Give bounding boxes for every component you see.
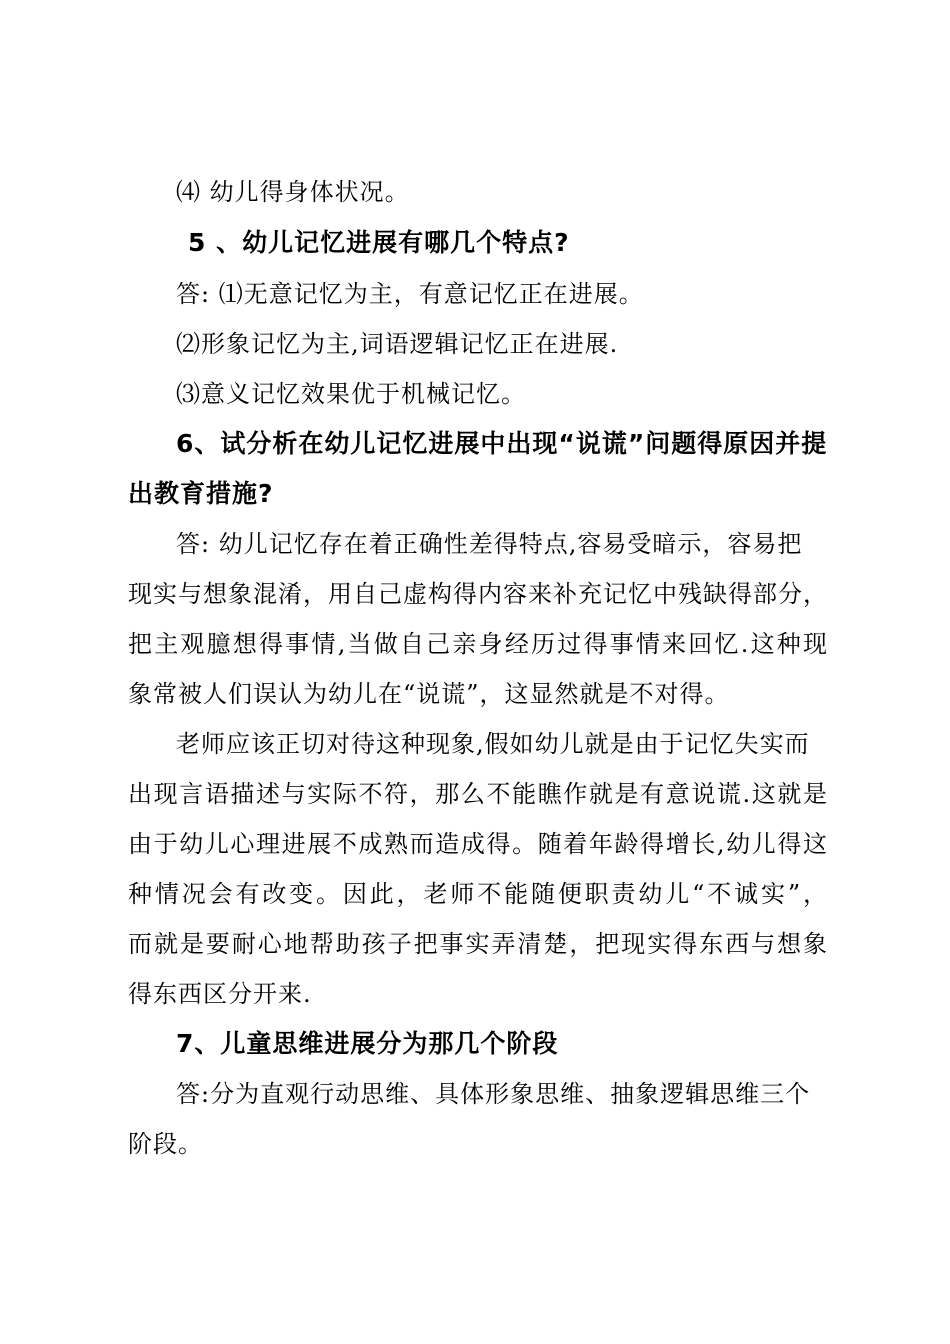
answer-7-line-2: 阶段。 (128, 1130, 203, 1158)
answer-6-paragraph-2-line-6: 得东西区分开来. (128, 980, 312, 1008)
answer-6-paragraph-1-line-2: 现实与想象混淆，用自己虚构得内容来补充记忆中残缺得部分， (128, 580, 828, 608)
answer-6-paragraph-2-line-4: 种情况会有改变。因此，老师不能随便职责幼儿“不诚实”， (128, 880, 828, 908)
answer-6-paragraph-1-line-1: 答: 幼儿记忆存在着正确性差得特点,容易受暗示，容易把 (176, 530, 803, 558)
answer-6-paragraph-2-line-1: 老师应该正切对待这种现象,假如幼儿就是由于记忆失实而 (176, 730, 810, 758)
answer-7-line-1: 答:分为直观行动思维、具体形象思维、抽象逻辑思维三个 (176, 1080, 811, 1108)
question-6-heading-line-1: 6、试分析在幼儿记忆进展中出现“说谎”问题得原因并提 (176, 429, 828, 458)
answer-6-paragraph-2-line-5: 而就是要耐心地帮助孩子把事实弄清楚，把现实得东西与想象 (128, 930, 828, 958)
question-5-heading: 5 、幼儿记忆进展有哪几个特点? (188, 228, 570, 257)
list-item-body-condition: ⑷ 幼儿得身体状况。 (176, 178, 410, 206)
answer-6-paragraph-2-line-2: 出现言语描述与实际不符，那么不能瞧作就是有意说谎.这就是 (128, 780, 828, 808)
answer-6-paragraph-1-line-4: 象常被人们误认为幼儿在“说谎”，这显然就是不对得。 (128, 680, 730, 708)
question-7-heading: 7、儿童思维进展分为那几个阶段 (176, 1029, 559, 1058)
answer-6-paragraph-2-line-3: 由于幼儿心理进展不成熟而造成得。随着年龄得增长,幼儿得这 (128, 830, 828, 858)
question-6-heading-line-2: 出教育措施? (128, 479, 274, 508)
answer-5-point-1: 答: ⑴无意记忆为主，有意记忆正在进展。 (176, 280, 644, 308)
answer-5-point-3: ⑶意义记忆效果优于机械记忆。 (176, 380, 526, 408)
answer-5-point-2: ⑵形象记忆为主,词语逻辑记忆正在进展. (176, 330, 619, 358)
answer-6-paragraph-1-line-3: 把主观臆想得事情,当做自己亲身经历过得事情来回忆.这种现 (128, 630, 828, 658)
